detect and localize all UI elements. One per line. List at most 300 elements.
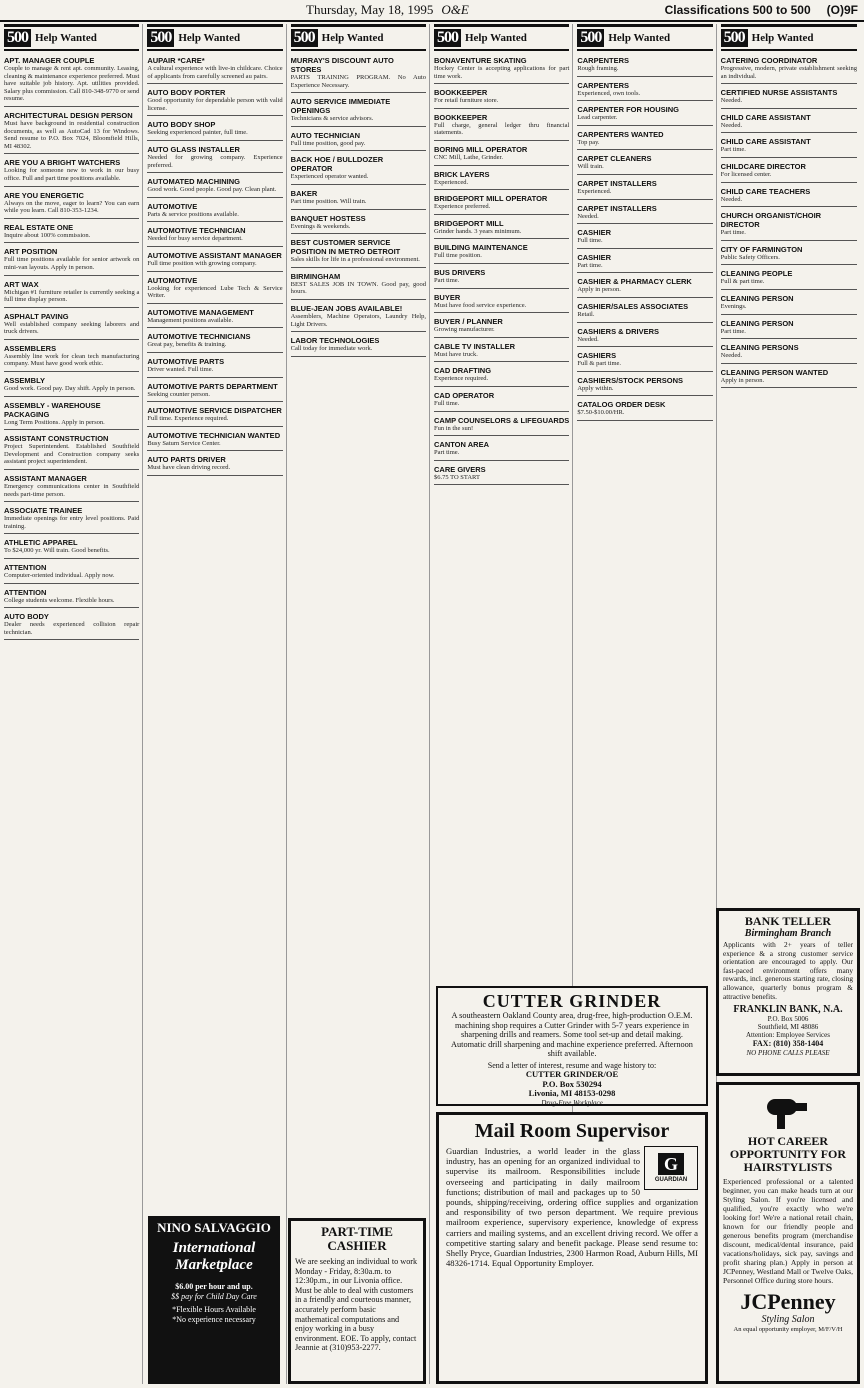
classified-ad: [4, 610, 139, 640]
ad-title: AUTOMOTIVE PARTS DEPARTMENT: [147, 381, 278, 391]
ad-body: BEST SALES JOB IN TOWN. Good pay, good hours.: [290, 280, 426, 296]
cutter-body: A southeastern Oakland County area, drug-free, high-production O.E.M. machining shop requires a Cutter Grinder with 5-7 years experience in sharpening drills and reamers. Some tool set-up and detail making. Automatic drill sharpening and machine experience preferred. Afternoon shift available.: [451, 1011, 693, 1059]
classified-ad: [434, 143, 569, 166]
classified-ad: [434, 414, 569, 437]
classified-ad: [434, 192, 569, 215]
classified-ad: [291, 270, 426, 300]
guardian-g-icon: G: [658, 1153, 684, 1175]
ad-title: CAD DRAFTING: [433, 366, 492, 376]
jcp-title: HOT CAREER OPPORTUNITY FOR HAIRSTYLISTS: [729, 1134, 847, 1174]
ad-title: CARPENTERS: [577, 80, 630, 90]
classified-column: [291, 24, 430, 1384]
bank-body: Applicants with 2+ years of teller experience & a strong customer service orientation are encouraged to apply. Our fast-paced environment offers many rewards, incl. generous starting rate, closing allowance, quarterly bonus program & attractive benefits.: [723, 940, 853, 1001]
classified-ad: [4, 109, 139, 154]
masthead-date: Thursday, May 18, 1995: [306, 2, 434, 17]
ad-body: Experienced, own tools.: [577, 89, 641, 97]
classified-ad: [4, 189, 139, 219]
classified-ad: [434, 340, 569, 363]
classification-label: Help Wanted: [321, 32, 384, 44]
classified-ad: [434, 86, 569, 109]
ad-title: ASSISTANT MANAGER: [4, 474, 87, 484]
classified-ad: [4, 374, 139, 397]
ad-body: Sales skills for life in a professional environment.: [290, 256, 420, 264]
ad-title: CLEANING PERSON: [720, 293, 794, 303]
classified-ad: [577, 226, 712, 249]
nino-title: NINO SALVAGGIO: [157, 1220, 271, 1235]
ad-body: Seeking experienced painter, full time.: [147, 129, 248, 137]
ad-title: ATTENTION: [4, 563, 47, 572]
ad-title: CASHIER & PHARMACY CLERK: [577, 277, 692, 287]
ad-body: Good opportunity for dependable person with valid license.: [147, 97, 283, 112]
ad-body: Must have clean driving record.: [147, 464, 231, 472]
classified-ad: [434, 168, 569, 191]
ad-body: Must have background in residential construction documents, as well as AutoCad 13 for Windows. Send resume to P.O. Box 7024, Bloomfield Hills, MI 48302.: [4, 119, 140, 150]
classified-ad: [721, 366, 857, 389]
ad-body: Computer-oriented individual. Apply now.: [4, 572, 115, 579]
cutter-city: Livonia, MI 48153-0298: [528, 1088, 616, 1099]
ad-title: BOOKKEEPER: [433, 88, 488, 98]
ad-title: BRIDGEPORT MILL: [433, 218, 504, 228]
ad-body: Experience preferred.: [433, 203, 491, 211]
ad-body: Full time. Experience required.: [147, 415, 229, 423]
ad-title: BRICK LAYERS: [433, 169, 490, 179]
classified-ad: [577, 177, 712, 200]
ad-body: Hockey Center is accepting applications for part time work.: [433, 65, 570, 80]
ad-body: Driver wanted. Full time.: [147, 365, 214, 373]
ad-title: CITY OF FARMINGTON: [720, 244, 803, 254]
classified-ad: [147, 404, 282, 427]
bank-note: NO PHONE CALLS PLEASE: [746, 1048, 830, 1057]
ad-body: College students welcome. Flexible hours.: [4, 596, 115, 604]
ad-body: Evenings & weekends.: [290, 222, 351, 230]
ad-body: Full & part time.: [720, 278, 765, 286]
classified-ad: [721, 135, 857, 158]
ad-body: Part time.: [433, 276, 460, 284]
ad-body: Seeking counter person.: [147, 390, 210, 398]
classification-number: 500: [577, 29, 604, 47]
ad-body: Management positions available.: [147, 316, 234, 324]
ad-title: CAD OPERATOR: [433, 390, 495, 400]
classified-ad: [4, 432, 139, 470]
classified-ad: [577, 251, 712, 274]
ad-title: CASHIER/SALES ASSOCIATES: [577, 301, 689, 311]
ad-body: Full time positions available for senior artwork on mini-van layouts. Apply in person.: [4, 256, 140, 271]
ad-body: Needed.: [720, 195, 743, 203]
ad-title: ASPHALT PAVING: [4, 311, 69, 321]
classified-ad: [721, 243, 857, 266]
classified-ad: [4, 221, 139, 244]
part-time-cashier-ad: [288, 1218, 426, 1384]
classification-number: 500: [291, 29, 318, 47]
ad-title: AUTOMOTIVE: [147, 201, 198, 211]
ad-body: Part time.: [720, 229, 746, 237]
ad-title: AUTOMOTIVE: [147, 275, 198, 285]
classified-ad: [4, 310, 139, 340]
ad-title: CARPENTERS WANTED: [577, 129, 664, 139]
classified-ad: [721, 86, 857, 109]
ad-title: AUTO BODY PORTER: [147, 88, 226, 98]
ad-title: CASHIERS: [577, 351, 617, 361]
ad-body: Couple to manage & rent apt. community. Leasing, cleaning & maintenance experience preferred. Must have suitable job history. Apt. utilities provided. Salary plus commission. Call 810-348-9770 or send resume.: [4, 65, 140, 103]
ad-body: $6.75 TO START: [433, 473, 480, 481]
ad-body: Progressive, modern, private establishment seeking an individual.: [720, 65, 857, 80]
ad-title: CASHIERS & DRIVERS: [577, 326, 660, 336]
classified-ad: [4, 504, 139, 534]
ad-body: Looking for experienced Lube Tech & Service Writer.: [147, 284, 283, 300]
ad-title: CARPET CLEANERS: [577, 154, 652, 164]
classified-ad: [721, 209, 857, 241]
ad-body: Lead carpenter.: [577, 114, 618, 122]
ad-body: Needed.: [577, 335, 599, 343]
ad-title: BRIDGEPORT MILL OPERATOR: [433, 194, 548, 204]
classified-ad: [434, 364, 569, 387]
ad-body: Assemblers, Machine Operators, Laundry Help, Light Drivers.: [290, 312, 426, 328]
classified-ad: [721, 267, 857, 290]
help-wanted-header: [721, 24, 857, 51]
ad-body: Technicians & service advisors.: [290, 115, 374, 123]
ad-body: Needed.: [720, 121, 743, 129]
classified-ad: [577, 398, 712, 421]
ad-title: CHILD CARE TEACHERS: [720, 186, 811, 196]
ad-body: Full time position.: [433, 252, 482, 260]
ad-body: Growing manufacturer.: [433, 326, 495, 334]
nino-flexible: *Flexible Hours Available: [172, 1305, 256, 1314]
classified-ad: [4, 245, 139, 275]
classified-ad: [291, 54, 426, 93]
classification-number: 500: [434, 29, 461, 47]
ad-title: BIRMINGHAM: [290, 271, 341, 281]
ad-title: AUTOMOTIVE ASSISTANT MANAGER: [147, 250, 282, 260]
masthead-page: (O)9F: [826, 3, 858, 17]
ad-body: Parts & service positions available.: [147, 210, 239, 218]
ad-title: ART WAX: [4, 279, 39, 289]
ad-title: CHURCH ORGANIST/CHOIR DIRECTOR: [720, 211, 822, 230]
ad-title: AUTO BODY SHOP: [147, 120, 216, 130]
ad-body: Full time.: [577, 237, 603, 245]
classified-ad: [147, 330, 282, 353]
classified-ad: [147, 175, 282, 198]
classified-ad: [577, 152, 712, 175]
cashier-ad-title: PART-TIME CASHIER: [321, 1224, 393, 1253]
classified-ad: [577, 275, 712, 298]
ad-title: MURRAY'S DISCOUNT AUTO STORES: [290, 56, 394, 74]
ad-body: Looking for someone new to work in our busy office. Full and part time positions available.: [4, 167, 140, 182]
jcp-brand: JCPenney: [740, 1289, 836, 1314]
ad-body: Full time position with growing company.: [147, 259, 257, 267]
ad-title: AUTOMOTIVE SERVICE DISPATCHER: [147, 406, 282, 416]
classified-ad: [147, 355, 282, 378]
ad-title: BUS DRIVERS: [433, 267, 486, 277]
cutter-title: CUTTER GRINDER: [482, 991, 662, 1011]
cutter-send: Send a letter of interest, resume and wage history to:: [487, 1060, 657, 1070]
ad-title: CERTIFIED NURSE ASSISTANTS: [720, 88, 838, 98]
classified-ad: [577, 349, 712, 372]
ad-title: AUPAIR *CARE*: [147, 56, 205, 65]
ad-title: BANQUET HOSTESS: [290, 213, 366, 223]
ad-title: CAMP COUNSELORS & LIFEGUARDS: [433, 415, 570, 425]
ad-title: ATHLETIC APPAREL: [4, 538, 78, 548]
ad-title: BORING MILL OPERATOR: [433, 144, 528, 154]
ad-title: CHILD CARE ASSISTANT: [720, 137, 811, 147]
ad-body: Good work. Good people. Good pay. Clean plant.: [147, 186, 277, 194]
ad-title: LABOR TECHNOLOGIES: [290, 336, 380, 346]
cutter-company: CUTTER GRINDER/OE: [525, 1069, 619, 1080]
ad-body: Retail.: [577, 310, 595, 318]
ad-body: Part time.: [720, 327, 746, 335]
classified-ad: [721, 317, 857, 340]
ad-body: Part time.: [433, 449, 460, 457]
jcpenney-ad: [716, 1082, 860, 1384]
ad-body: PARTS TRAINING PROGRAM. No Auto Experience Necessary.: [290, 74, 426, 89]
ad-title: CLEANING PERSON WANTED: [720, 367, 829, 377]
classified-ad: [291, 95, 426, 127]
ad-body: Emergency communications center in Southfield needs part-time person.: [4, 483, 140, 498]
ad-title: CATERING COORDINATOR: [720, 56, 818, 65]
cashier-ad-body: We are seeking an individual to work Monday - Friday, 8:30a.m. to 12:30p.m., in our Livonia office. Must be able to deal with customers in a friendly and courteous manner, accurately perform basic mathematical computations and enjoy working in a busy environment. EOE. To apply, contact Jeannie at (310)953-2277.: [295, 1257, 418, 1353]
classified-ad: [434, 217, 569, 240]
ad-title: BEST CUSTOMER SERVICE POSITION IN METRO DETROIT: [290, 238, 401, 257]
masthead: [0, 0, 864, 22]
classified-ad: [577, 374, 712, 397]
guardian-logo-text: GUARDIAN: [654, 1177, 688, 1183]
ad-body: Part time.: [720, 146, 746, 154]
classified-ad: [577, 103, 712, 126]
ad-body: Immediate openings for entry level positions. Paid training.: [4, 515, 140, 530]
classified-ad: [4, 472, 139, 502]
classified-ad: [434, 315, 569, 338]
ad-body: Needed for busy service department.: [147, 235, 243, 243]
ad-title: ASSOCIATE TRAINEE: [4, 506, 83, 516]
classified-ad: [291, 236, 426, 268]
mailroom-title: Mail Room Supervisor: [474, 1120, 670, 1142]
classified-ad: [291, 302, 426, 332]
ad-title: BLUE-JEAN JOBS AVAILABLE!: [290, 303, 403, 313]
ad-title: CARPET INSTALLERS: [577, 203, 657, 213]
ad-title: CARPET INSTALLERS: [577, 178, 657, 188]
classified-ad: [291, 129, 426, 152]
classified-ad: [577, 325, 712, 348]
ad-body: Great pay, benefits & training.: [147, 341, 227, 349]
ad-body: $7.50-$10.00/HR.: [577, 409, 625, 417]
jcp-eoe: An equal opportunity employer, M/F/V/H: [733, 1325, 843, 1333]
cutter-address: P.O. Box 530294: [542, 1078, 602, 1089]
classified-ad: [577, 300, 712, 323]
ad-title: AUTO PARTS DRIVER: [147, 455, 226, 465]
ad-body: Experience required.: [433, 375, 489, 383]
ad-body: Part time position. Will train.: [290, 197, 367, 205]
ad-body: For retail furniture store.: [433, 97, 499, 105]
ad-body: Full & part time.: [577, 360, 622, 368]
classified-ad: [434, 291, 569, 314]
ad-title: AUTOMOTIVE MANAGEMENT: [147, 307, 254, 317]
classified-ad: [147, 200, 282, 223]
help-wanted-header: [147, 24, 282, 51]
nino-noexp: *No experience necessary: [172, 1314, 256, 1324]
help-wanted-header: [291, 24, 426, 51]
ad-body: Full time.: [433, 399, 460, 407]
ad-title: CLEANING PEOPLE: [720, 269, 793, 279]
classified-ad: [4, 54, 139, 107]
ad-title: AUTOMOTIVE TECHNICIAN WANTED: [147, 430, 281, 440]
bank-sub: Birmingham Branch: [744, 928, 832, 939]
ad-title: CASHIER: [577, 252, 612, 262]
ad-body: Grinder hands. 3 years minimum.: [433, 227, 522, 235]
franklin-bank-ad: [716, 908, 860, 1076]
classified-ad: [434, 389, 569, 412]
ad-title: CARPENTER FOR HOUSING: [577, 105, 679, 115]
classified-ad: [434, 438, 569, 461]
ad-title: ARE YOU ENERGETIC: [4, 190, 84, 200]
nino-childcare: $$ pay for Child Day Care: [171, 1291, 257, 1301]
ad-body: Full charge, general ledger thru financial statements.: [433, 121, 570, 137]
ad-title: BUYER: [433, 292, 461, 302]
mailroom-body: Guardian Industries, a world leader in the glass industry, has an opening for an organized individual to supervise its mailroom. Responsibilities include overseeing and participating in daily mailroom functions; distribution of mail and packages up to 50 pounds, shipping/receiving, ordering office supplies and organization and responsibility of two person department. We require previous mailroom experience, supervisory experience, knowledge of express carriers and mailing systems, and an excellent driving record. We offer a competitive starting salary and benefit package. Please send resume to: Shelly Pryce, Guardian Industries, 2300 Harmon Road, Auburn Hills, MI 48326-1714. Equal Opportunity Employer.: [446, 1146, 698, 1269]
classified-ad: [4, 278, 139, 308]
classified-ad: [4, 399, 139, 431]
ad-body: Will train.: [577, 163, 604, 171]
ad-title: CARPENTERS: [577, 56, 630, 65]
ad-body: Rough framing.: [577, 65, 619, 72]
ad-title: ASSEMBLERS: [4, 343, 57, 353]
ad-body: To $24,000 yr. Will train. Good benefits.: [4, 547, 110, 555]
mail-room-supervisor-ad: [436, 1112, 708, 1384]
help-wanted-header: [577, 24, 712, 51]
classified-ad: [147, 429, 282, 452]
classified-column: [147, 24, 286, 1384]
jcp-sub: Styling Salon: [761, 1314, 815, 1325]
guardian-logo: [644, 1146, 698, 1190]
ad-title: BONAVENTURE SKATING: [433, 56, 527, 65]
ad-body: Inquire about 100% commission.: [4, 231, 91, 239]
classification-label: Help Wanted: [608, 32, 671, 44]
classified-ad: [577, 79, 712, 102]
ad-body: Well established company seeking laborers and truck drivers.: [4, 320, 140, 336]
ad-body: Needed.: [720, 352, 743, 360]
ad-title: ATTENTION: [4, 587, 47, 597]
masthead-section: Classifications 500 to 500: [664, 3, 811, 17]
classification-label: Help Wanted: [178, 32, 241, 44]
jcp-body: Experienced professional or a talented beginner, you can make heads turn at our Styling Salon. If you're licensed and qualified, you're exactly who we're looking for! We're a national retail chain, known for our friendly people and generous benefits program (merchandise discount, medical/dental insurance, paid vacations/holidays, sick pay, savings and profit sharing plan.) Apply in person at JCPenney, Westland Mall or Twelve Oaks, Personnel Office during store hours.: [723, 1177, 853, 1285]
ad-body: Project Superintendent. Established Southfield Development and Construction company seeks assistant project superintendent.: [4, 443, 140, 466]
classified-ad: [147, 224, 282, 247]
classified-ad: [721, 185, 857, 208]
classified-ad: [434, 241, 569, 264]
classified-ad: [4, 342, 139, 372]
ad-title: AUTO TECHNICIAN: [290, 130, 361, 140]
ad-title: BOOKKEEPER: [433, 112, 488, 122]
classified-ad: [577, 128, 712, 151]
bank-addr1: P.O. Box 5006: [767, 1015, 809, 1024]
ad-title: CASHIERS/STOCK PERSONS: [577, 375, 684, 385]
ad-body: Must have truck.: [433, 350, 478, 358]
ad-body: Experienced.: [577, 187, 612, 195]
bank-addr2: Southfield, MI 48086: [757, 1023, 819, 1032]
bank-fax: FAX: (810) 358-1404: [752, 1039, 824, 1049]
ad-body: Public Safety Officers.: [720, 253, 780, 261]
nino-salvaggio-ad: [148, 1216, 280, 1384]
ad-body: CNC Mill, Lathe, Grinder.: [433, 153, 503, 161]
classification-label: Help Wanted: [751, 32, 814, 44]
classified-ad: [147, 54, 282, 84]
bank-name: FRANKLIN BANK, N.A.: [733, 1004, 843, 1016]
classification-label: Help Wanted: [464, 32, 527, 44]
classified-ad: [147, 118, 282, 141]
ad-title: AUTOMOTIVE TECHNICIAN: [147, 226, 246, 236]
classification-label: Help Wanted: [35, 32, 97, 44]
classification-number: 500: [4, 29, 31, 47]
classified-ad: [721, 292, 857, 315]
bank-attn: Attention: Employee Services: [746, 1031, 830, 1040]
ad-title: CHILDCARE DIRECTOR: [720, 161, 806, 171]
classified-ad: [291, 334, 426, 357]
ad-body: Dealer needs experienced collision repair technician.: [4, 621, 140, 636]
classified-ad: [147, 86, 282, 116]
ad-body: Evenings.: [720, 302, 747, 310]
ad-title: AUTOMOTIVE PARTS: [147, 356, 225, 366]
classified-ad: [721, 160, 857, 183]
ad-body: Top pay.: [577, 138, 600, 146]
bank-title: BANK TELLER: [744, 914, 832, 928]
ad-body: For licensed center.: [720, 170, 772, 178]
classified-ad: [434, 54, 569, 84]
ad-body: Always on the move, eager to learn? You can earn while you learn. Call 810-353-1234.: [4, 199, 140, 215]
ad-body: Apply within.: [577, 384, 614, 392]
ad-title: AUTO SERVICE IMMEDIATE OPENINGS: [290, 97, 391, 116]
ad-title: CHILD CARE ASSISTANT: [720, 112, 811, 122]
classified-ad: [721, 341, 857, 364]
ad-body: Assembly line work for clean tech manufacturing company. Must have good work ethic.: [4, 352, 140, 368]
ad-title: APT. MANAGER COUPLE: [4, 56, 95, 65]
hair-dryer-icon: [723, 1089, 853, 1135]
ad-title: CASHIER: [577, 228, 612, 238]
help-wanted-header: [4, 24, 139, 51]
ad-title: AUTO GLASS INSTALLER: [147, 144, 240, 154]
ad-body: Experienced.: [433, 178, 469, 186]
ad-body: Good work. Good pay. Day shift. Apply in person.: [4, 385, 136, 393]
ad-title: AUTOMOTIVE TECHNICIANS: [147, 332, 251, 342]
classified-ad: [577, 54, 712, 77]
classified-ad: [147, 306, 282, 329]
ad-title: CABLE TV INSTALLER: [433, 341, 516, 351]
ad-title: BUYER / PLANNER: [433, 317, 503, 327]
classified-ad: [721, 111, 857, 134]
classified-ad: [291, 153, 426, 185]
ad-body: Full time position, good pay.: [290, 139, 366, 147]
classified-ad: [291, 187, 426, 210]
nino-pay: $6.00 per hour and up.: [175, 1282, 253, 1291]
ad-title: BACK HOE / BULLDOZER OPERATOR: [290, 155, 384, 174]
classified-ad: [4, 561, 139, 584]
ad-body: Busy Saturn Service Center.: [147, 439, 221, 447]
classification-number: 500: [721, 29, 748, 47]
ad-title: BUILDING MAINTENANCE: [433, 243, 528, 253]
ad-title: CATALOG ORDER DESK: [577, 400, 666, 410]
ad-body: Apply in person.: [577, 286, 621, 294]
ad-body: Must have food service experience.: [433, 301, 527, 309]
ad-title: AUTO BODY: [4, 612, 49, 622]
cutter-grinder-ad: [436, 986, 708, 1106]
ad-body: Fun in the sun!: [433, 424, 474, 432]
ad-body: Needed.: [720, 97, 743, 105]
masthead-paper: O&E: [441, 2, 469, 17]
ad-body: A cultural experience with live-in childcare. Choice of applicants from carefully screened au pairs.: [147, 65, 283, 80]
ad-body: Apply in person.: [720, 376, 765, 384]
ad-title: BAKER: [290, 188, 318, 198]
ad-title: ARE YOU A BRIGHT WATCHERS: [4, 158, 121, 168]
ad-body: Part time.: [577, 261, 603, 269]
ad-title: CLEANING PERSONS: [720, 343, 799, 353]
classified-ad: [147, 453, 282, 476]
